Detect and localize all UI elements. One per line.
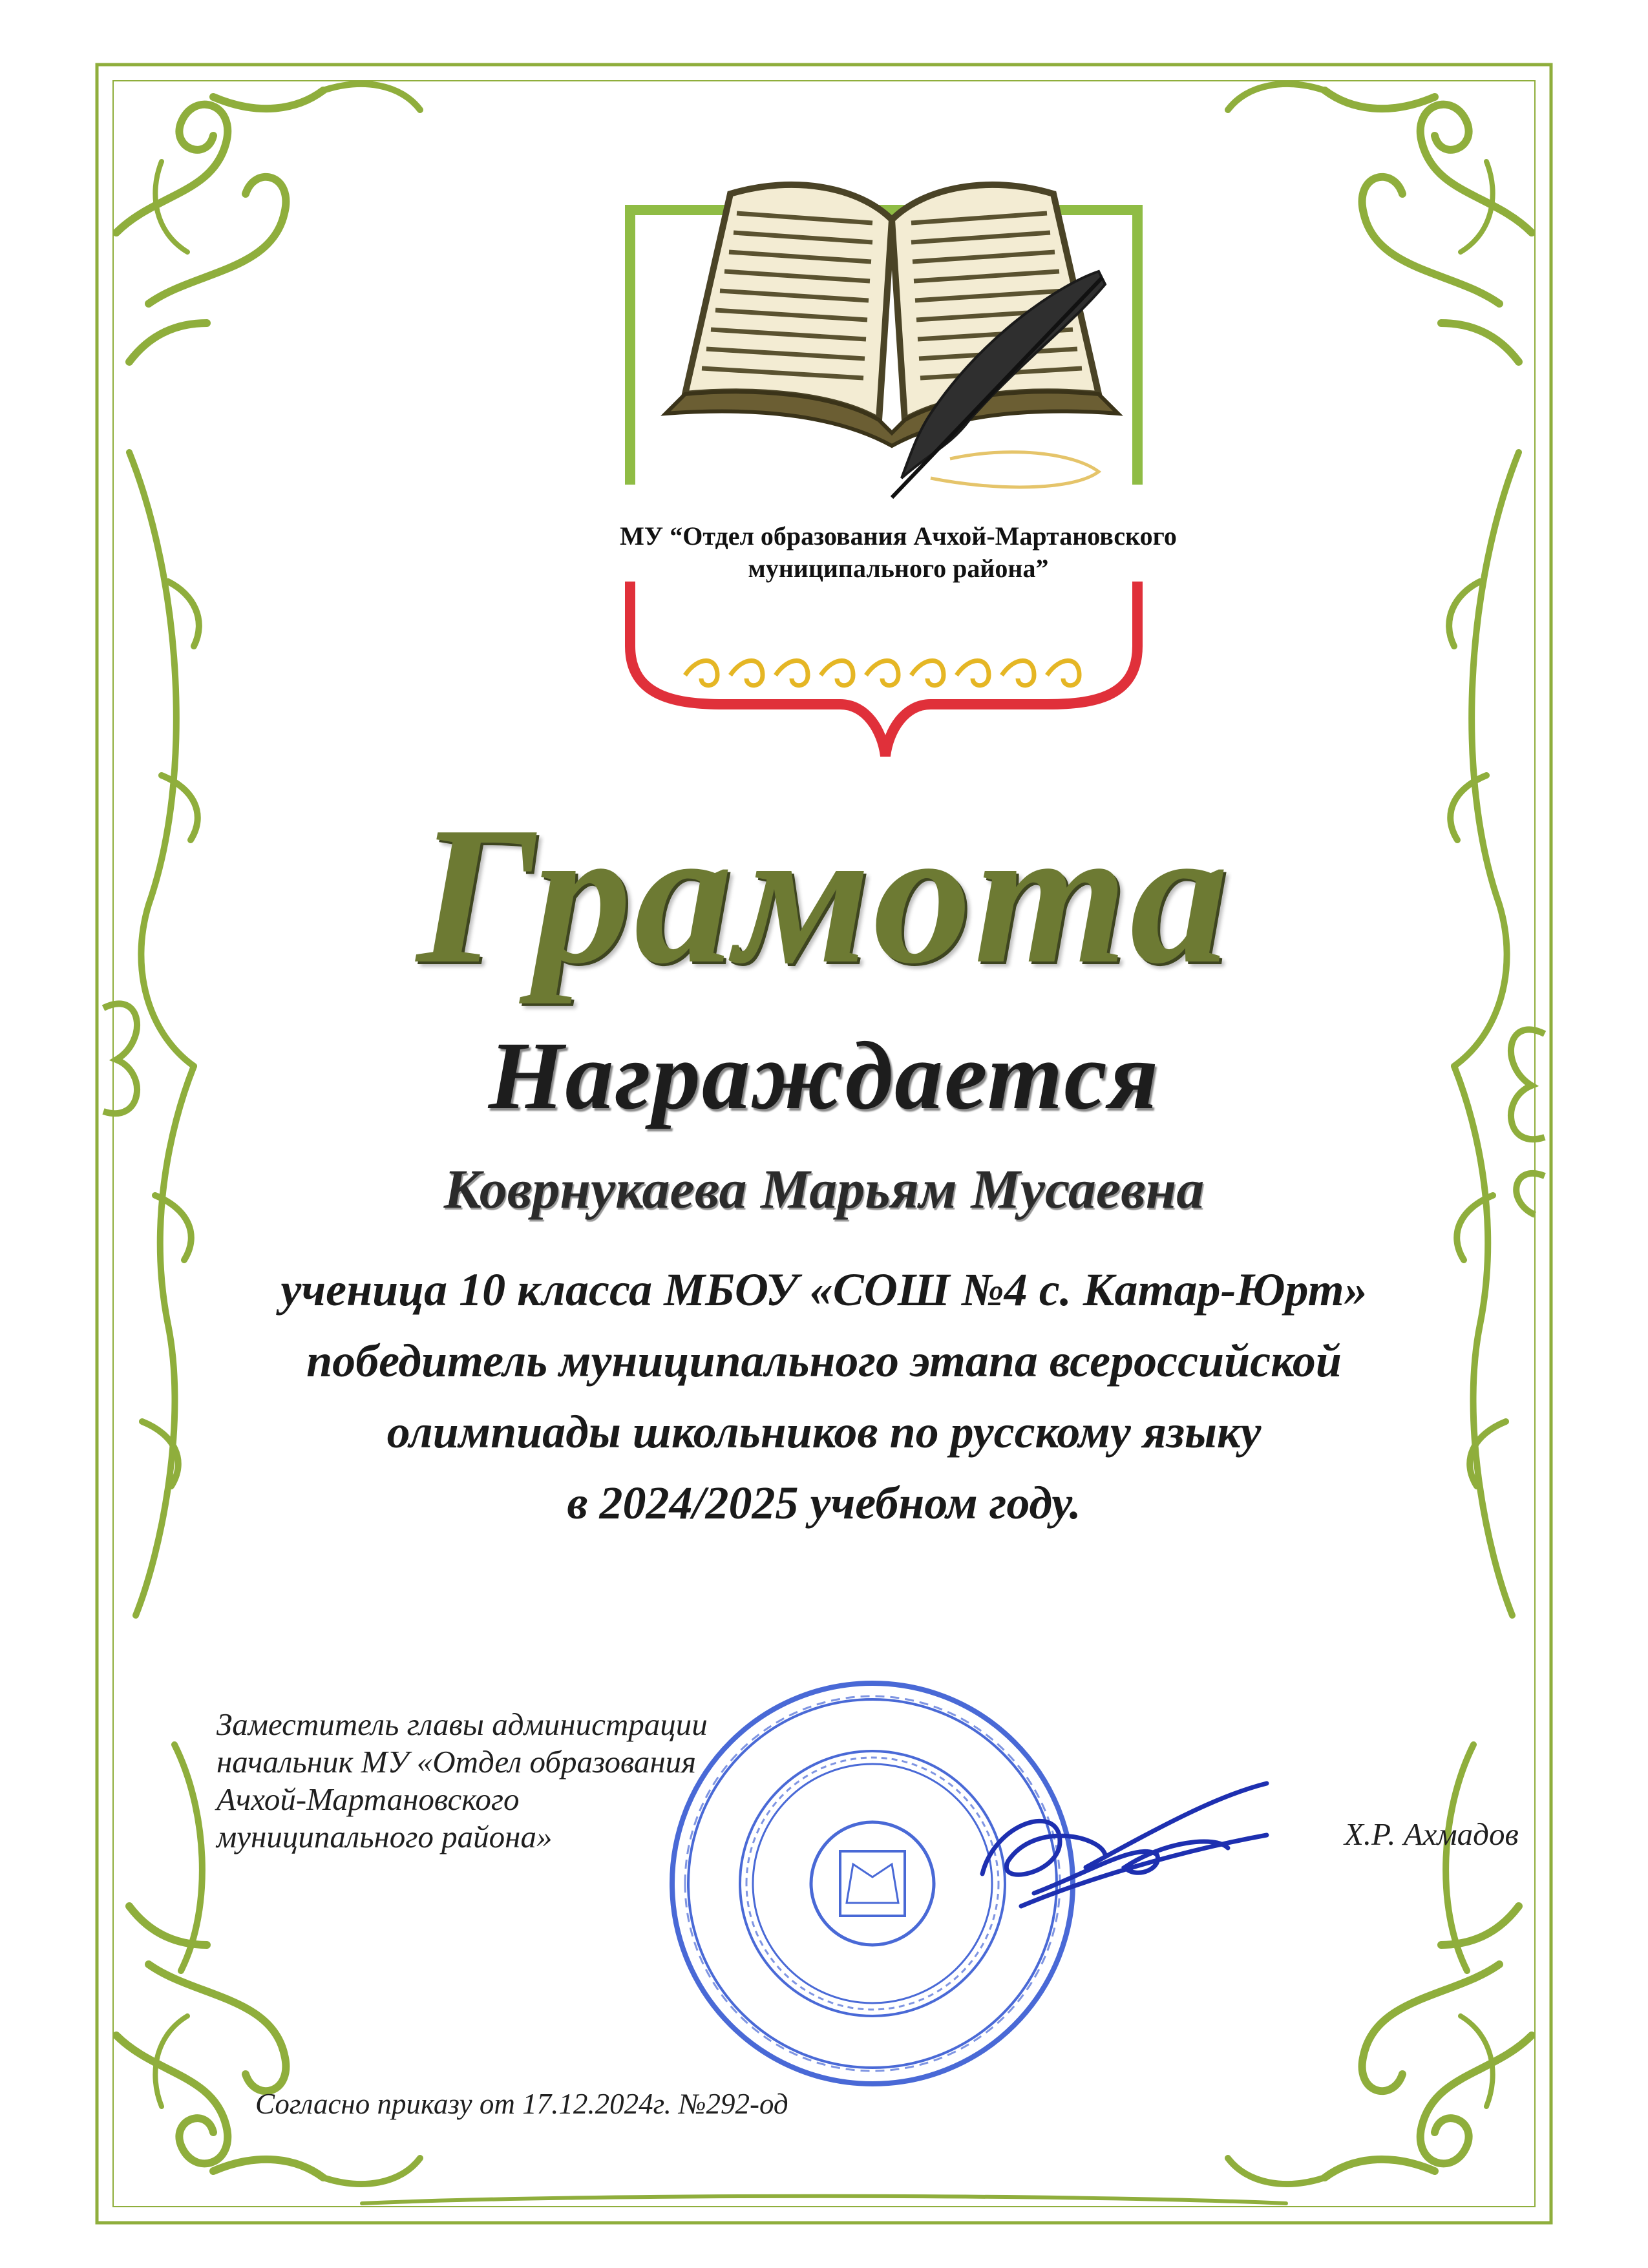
recipient-name: Коврнукаева Марьям Мусаевна xyxy=(443,1158,1205,1220)
corner-ornament-bottom-right xyxy=(1325,1906,1532,2178)
official-stamp xyxy=(672,1683,1073,2084)
signatory-name: Х.Р. Ахмадов xyxy=(1344,1816,1519,1852)
emblem-gold-scroll xyxy=(685,661,1079,686)
organization-name-line-2: муниципального района” xyxy=(748,554,1049,583)
description-line-2: победитель муниципального этапа всероссийской xyxy=(306,1335,1342,1387)
top-ornament xyxy=(323,84,1325,110)
signatory-title-line-4: муниципального района» xyxy=(217,1819,553,1854)
bottom-ornament xyxy=(323,2158,1325,2203)
signatory-title-line-3: Ачхой-Мартановского xyxy=(217,1781,520,1817)
description-line-4: в 2024/2025 учебном году. xyxy=(567,1477,1081,1529)
description-line-1: ученица 10 класса МБОУ «СОШ №4 с. Катар-Юрт» xyxy=(280,1264,1368,1316)
signatory-title-line-2: начальник МУ «Отдел образования xyxy=(217,1744,697,1780)
corner-ornament-bottom-left xyxy=(116,1906,323,2178)
corner-ornament-top-left xyxy=(116,90,323,362)
certificate-title: Грамота xyxy=(417,786,1231,1004)
description-line-3: олимпиады школьников по русскому языку xyxy=(386,1406,1262,1458)
signatory-title-line-1: Заместитель главы администрации xyxy=(217,1706,708,1742)
emblem xyxy=(630,185,1137,756)
order-reference: Согласно приказу от 17.12.2024г. №292-од xyxy=(255,2088,788,2120)
awarded-label: Награждается xyxy=(488,1022,1160,1129)
signature xyxy=(982,1783,1267,1906)
corner-ornament-top-right xyxy=(1325,90,1532,362)
organization-name-line-1: МУ “Отдел образования Ачхой-Мартановского xyxy=(620,521,1177,551)
